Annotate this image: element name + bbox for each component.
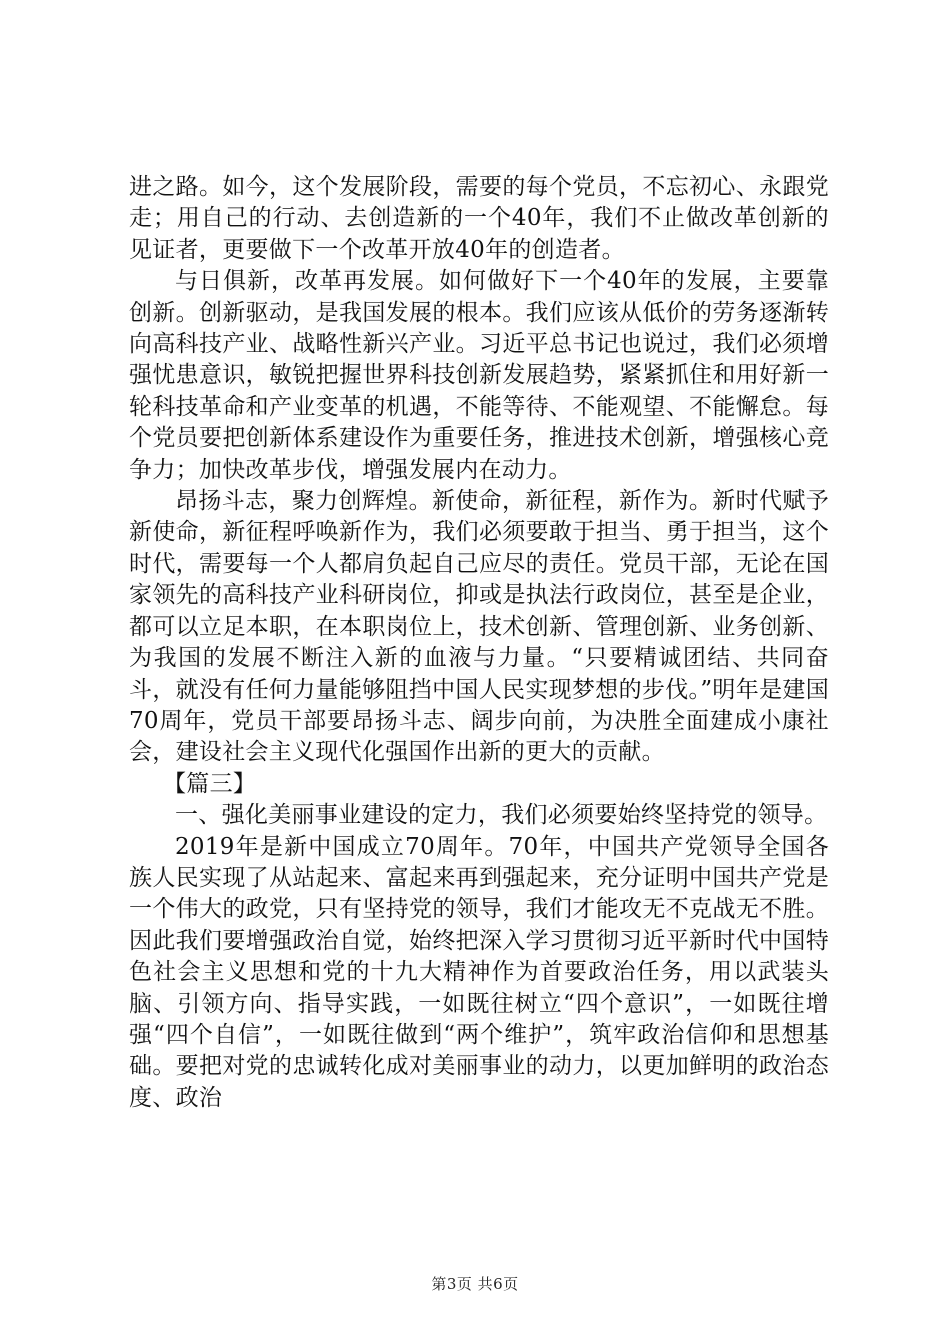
paragraph-innovation: 与日俱新，改革再发展。如何做好下一个40年的发展，主要靠创新。创新驱动，是我国发展的根本。我们应该从低价的劳务逐渐转向高科技产业、战略性新兴产业。习近平总书记也说过，我们必须增强忧患意识，敏锐把握世界科技创新发展趋势，紧紧抓住和用好新一轮科技革命和产业变革的机遇，不能等待、不能观望、不能懈怠。每个党员要把创新体系建设作为重要任务，推进技术创新，增强核心竞争力；加快改革步伐，增强发展内在动力。 (129, 268, 829, 483)
paragraph-anniversary: 2019年是新中国成立70周年。70年，中国共产党领导全国各族人民实现了从站起来、富起来再到强起来，充分证明中国共产党是一个伟大的政党，只有坚持党的领导，我们才能攻无不克战无不胜。因此我们要增强政治自觉，始终把深入学习贯彻习近平新时代中国特色社会主义思想和党的十九大精神作为首要政治任务，用以武装头脑、引领方向、指导实践，一如既往树立“四个意识”，一如既往增强“四个自信”，一如既往做到“两个维护”，筑牢政治信仰和思想基础。要把对党的忠诚转化成对美丽事业的动力，以更加鲜明的政治态度、政治 (129, 833, 829, 1111)
paragraph-continuation: 进之路。如今，这个发展阶段，需要的每个党员，不忘初心、永跟党走；用自己的行动、去创造新的一个40年，我们不止做改革创新的见证者，更要做下一个改革开放40年的创造者。 (129, 174, 829, 263)
paragraph-point-one: 一、强化美丽事业建设的定力，我们必须要始终坚持党的领导。 (175, 802, 828, 829)
document-body (129, 172, 829, 1114)
page-footer: 第3页 共6页 (431, 1275, 519, 1293)
paragraph-struggle: 昂扬斗志，聚力创辉煌。新使命，新征程，新作为。新时代赋予新使命，新征程呼唤新作为，我们必须要敢于担当、勇于担当，这个时代，需要每一个人都肩负起自己应尽的责任。党员干部，无论在国家领先的高科技产业科研岗位，抑或是执法行政岗位，甚至是企业，都可以立足本职，在本职岗位上，技术创新、管理创新、业务创新、为我国的发展不断注入新的血液与力量。“只要精诚团结、共同奋斗，就没有任何力量能够阻挡中国人民实现梦想的步伐。”明年是建国70周年，党员干部要昂扬斗志、阔步向前，为决胜全面建成小康社会，建设社会主义现代化强国作出新的更大的贡献。 (129, 488, 829, 766)
section-heading: 【篇三】 (163, 770, 257, 797)
